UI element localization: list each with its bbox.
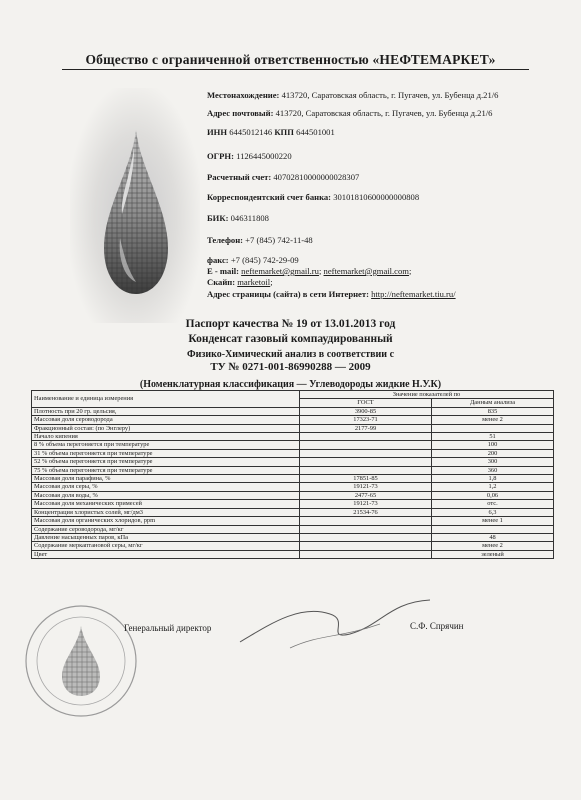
row-value-cell: 200 <box>432 449 554 457</box>
row-value-cell: менее 2 <box>432 416 554 424</box>
website-link[interactable]: http://neftemarket.tiu.ru/ <box>371 289 456 299</box>
row-value-cell <box>432 424 554 432</box>
row-gost-cell <box>300 458 432 466</box>
table-row <box>32 416 554 424</box>
table-row <box>32 550 554 558</box>
row-name-cell: Массовая доля серы, % <box>32 483 300 491</box>
email-link-2[interactable]: neftemarket@gmail.com <box>323 266 409 276</box>
info-phone: Телефон: +7 (845) 742-11-48 <box>207 235 313 245</box>
row-gost-cell: 19121-73 <box>300 500 432 508</box>
row-name-cell: Цвет <box>32 550 300 558</box>
info-website: Адрес страницы (сайта) в сети Интернет: http://neftemarket.tiu.ru/ <box>207 289 456 299</box>
row-name-cell: Концентрация хлористых солей, мг/дм3 <box>32 508 300 516</box>
row-name-cell: Фракционный состав: (по Энглеру) <box>32 424 300 432</box>
row-name-cell: Массовая доля сероводорода <box>32 416 300 424</box>
table-row <box>32 542 554 550</box>
row-name-cell: Давление насыщенных паров, кПа <box>32 533 300 541</box>
row-value-cell: 300 <box>432 458 554 466</box>
analysis-title: Физико-Химический анализ в соответствии с <box>186 349 395 360</box>
row-name-cell: Начало кипения <box>32 433 300 441</box>
table-row <box>32 433 554 441</box>
passport-title: Паспорт качества № 19 от 13.01.2013 год <box>185 318 396 330</box>
row-name-cell: Содержание сероводорода, мг/кг <box>32 525 300 533</box>
company-stamp <box>22 602 140 720</box>
row-gost-cell: 19121-73 <box>300 483 432 491</box>
table-row <box>32 517 554 525</box>
row-name-cell: Содержание меркаптановой серы, мг/кг <box>32 542 300 550</box>
header-data-cell: Данным анализа <box>432 399 554 407</box>
row-name-cell: 52 % объема перегоняется при температуре <box>32 458 300 466</box>
row-value-cell: 6,3 <box>432 508 554 516</box>
row-value-cell: 835 <box>432 407 554 415</box>
row-gost-cell <box>300 433 432 441</box>
row-gost-cell <box>300 466 432 474</box>
row-value-cell: 0,06 <box>432 491 554 499</box>
info-fax: факс: +7 (845) 742-29-09 <box>207 255 299 265</box>
table-row <box>32 500 554 508</box>
header-divider <box>62 69 529 70</box>
info-email: E - mail: neftemarket@gmail.ru; neftemarket@gmail.com; <box>207 266 412 276</box>
oil-drop-logo <box>82 118 190 318</box>
signature-role: Генеральный директор <box>124 623 212 633</box>
company-title: Общество с ограниченной ответственностью «НЕФТЕМАРКЕТ» <box>85 52 496 67</box>
row-gost-cell: 3900-85 <box>300 407 432 415</box>
row-name-cell: 31 % объема перегоняется при температуре <box>32 449 300 457</box>
table-row <box>32 525 554 533</box>
row-value-cell: менее 1 <box>432 517 554 525</box>
row-gost-cell: 17851-85 <box>300 475 432 483</box>
table-row <box>32 458 554 466</box>
row-value-cell: зеленый <box>432 550 554 558</box>
row-value-cell <box>432 525 554 533</box>
row-value-cell: отс. <box>432 500 554 508</box>
row-gost-cell <box>300 550 432 558</box>
row-name-cell: 8 % объема перегоняется при температуре <box>32 441 300 449</box>
row-gost-cell <box>300 525 432 533</box>
row-name-cell: Массовая доля парафина, % <box>32 475 300 483</box>
tu-title: ТУ № 0271-001-86990288 — 2009 <box>210 361 371 373</box>
row-value-cell: 48 <box>432 533 554 541</box>
row-value-cell: менее 2 <box>432 542 554 550</box>
quality-table <box>31 390 554 559</box>
row-gost-cell <box>300 533 432 541</box>
table-row <box>32 483 554 491</box>
table-row <box>32 491 554 499</box>
table-header-row <box>32 391 554 399</box>
row-gost-cell: 2177-99 <box>300 424 432 432</box>
row-value-cell: 360 <box>432 466 554 474</box>
row-value-cell: 1,8 <box>432 475 554 483</box>
table-row <box>32 449 554 457</box>
row-name-cell: Плотность при 20 гр. цельсия, <box>32 407 300 415</box>
row-gost-cell: 21534-76 <box>300 508 432 516</box>
row-gost-cell <box>300 517 432 525</box>
table-row <box>32 508 554 516</box>
row-gost-cell <box>300 542 432 550</box>
row-gost-cell <box>300 441 432 449</box>
info-postal-address: Адрес почтовый: 413720, Саратовская область, г. Пугачев, ул. Бубенца д.21/6 <box>207 108 493 118</box>
classification-title: (Номенклатурная классификация — Углеводороды жидкие Н.У.К) <box>139 379 442 390</box>
email-link-1[interactable]: neftemarket@gmail.ru <box>241 266 319 276</box>
info-corr-account: Корреспондентский счет банка: 30101810600000000808 <box>207 192 420 202</box>
signature-name: С.Ф. Спрячин <box>410 621 464 631</box>
header-value-cell: Значение показателей по <box>300 391 554 399</box>
header-name-cell: Наименование и единица измерения <box>32 391 300 408</box>
info-location: Местонахождение: 413720, Саратовская область, г. Пугачев, ул. Бубенца д.21/6 <box>207 90 499 100</box>
header-gost-cell: ГОСТ <box>300 399 432 407</box>
row-name-cell: Массовая доля механических примесей <box>32 500 300 508</box>
row-value-cell: 100 <box>432 441 554 449</box>
row-name-cell: Массовая доля органических хлоридов, ppm <box>32 517 300 525</box>
skype-link[interactable]: marketoil <box>237 277 271 287</box>
info-bik: БИК: 046311808 <box>207 213 269 223</box>
table-row <box>32 466 554 474</box>
table-row <box>32 407 554 415</box>
info-skype: Скайп: marketoil; <box>207 277 273 287</box>
product-title: Конденсат газовый компаудированный <box>188 333 393 345</box>
row-gost-cell <box>300 449 432 457</box>
row-value-cell: 1,2 <box>432 483 554 491</box>
row-name-cell: 75 % объема перегоняется при температуре <box>32 466 300 474</box>
row-name-cell: Массовая доля воды, % <box>32 491 300 499</box>
table-row <box>32 441 554 449</box>
info-ogrn: ОГРН: 1126445000220 <box>207 151 292 161</box>
table-row <box>32 475 554 483</box>
signature-scribble <box>230 594 440 654</box>
row-value-cell: 51 <box>432 433 554 441</box>
table-row <box>32 424 554 432</box>
info-settlement-account: Расчетный счет: 40702810000000028307 <box>207 172 360 182</box>
row-gost-cell: 17323-71 <box>300 416 432 424</box>
info-inn-kpp: ИНН 6445012146 КПП 644501001 <box>207 127 335 137</box>
row-gost-cell: 2477-65 <box>300 491 432 499</box>
table-row <box>32 533 554 541</box>
